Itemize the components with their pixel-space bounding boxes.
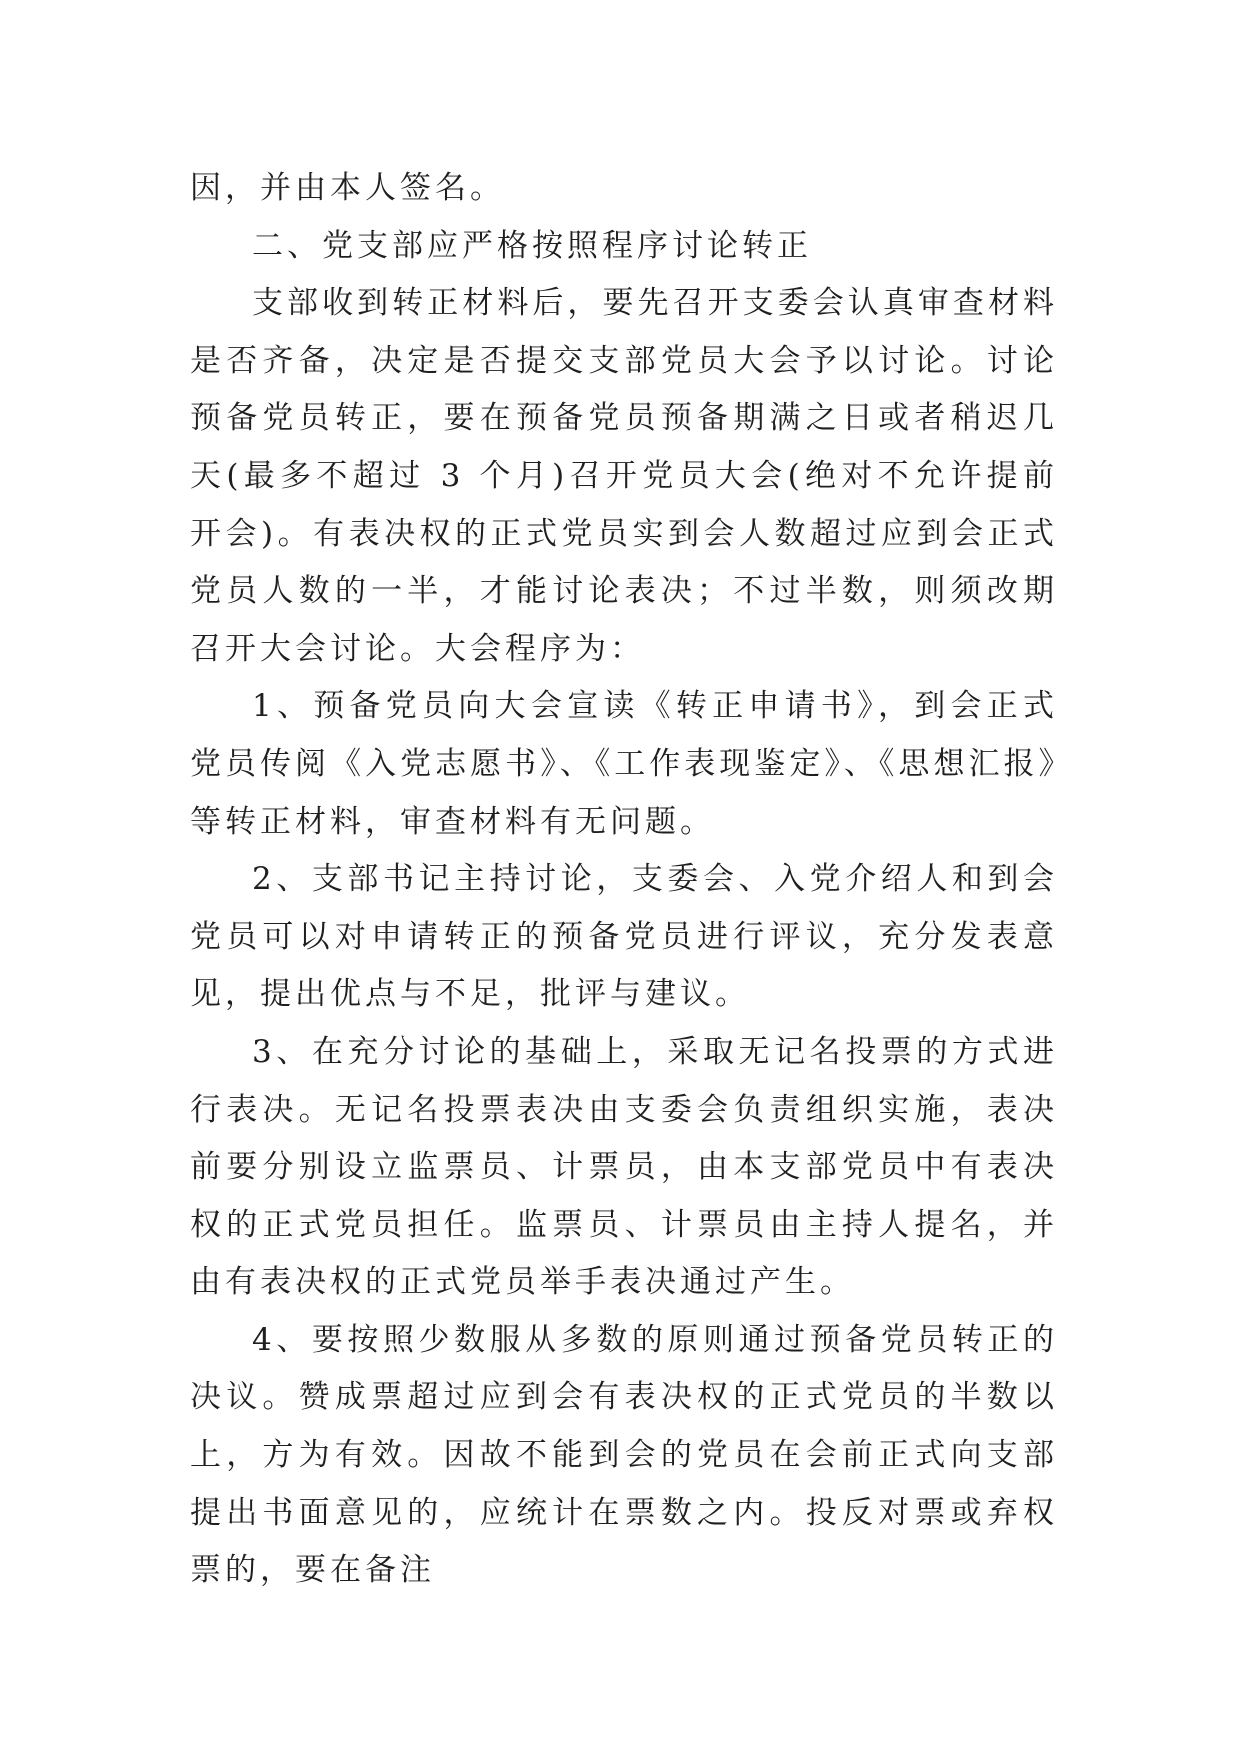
document-body xyxy=(190,160,1058,1600)
list-item-3: 3、在充分讨论的基础上，采取无记名投票的方式进行表决。无记名投票表决由支委会负责组织实施，表决前要分别设立监票员、计票员，由本支部党员中有表决权的正式党员担任。监票员、计票员由主持人提名，并由有表决权的正式党员举手表决通过产生。 xyxy=(190,1033,1058,1301)
paragraph: 支部收到转正材料后，要先召开支委会认真审查材料是否齐备，决定是否提交支部党员大会予以讨论。讨论预备党员转正，要在预备党员预备期满之日或者稍迟几天(最多不超过 3 个月)召开党员大会(绝对不允许提前开会)。有表决权的正式党员实到会人数超过应到会正式党员人数的一半，才能讨论表决；不过半数，则须改期召开大会讨论。大会程序为： xyxy=(190,285,1058,667)
list-item-2: 2、支部书记主持讨论，支委会、入党介绍人和到会党员可以对申请转正的预备党员进行评议，充分发表意见，提出优点与不足，批评与建议。 xyxy=(190,861,1058,1013)
list-item-4: 4、要按照少数服从多数的原则通过预备党员转正的决议。赞成票超过应到会有表决权的正式党员的半数以上，方为有效。因故不能到会的党员在会前正式向支部提出书面意见的，应统计在票数之内。投反对票或弃权票的，要在备注 xyxy=(190,1321,1058,1589)
section-heading: 二、党支部应严格按照程序讨论转正 xyxy=(252,227,812,264)
paragraph-continuation: 因，并由本人签名。 xyxy=(190,170,505,206)
list-item-1: 1、预备党员向大会宣读《转正申请书》，到会正式党员传阅《入党志愿书》、《工作表现鉴定》、《思想汇报》等转正材料，审查材料有无问题。 xyxy=(190,688,1058,840)
